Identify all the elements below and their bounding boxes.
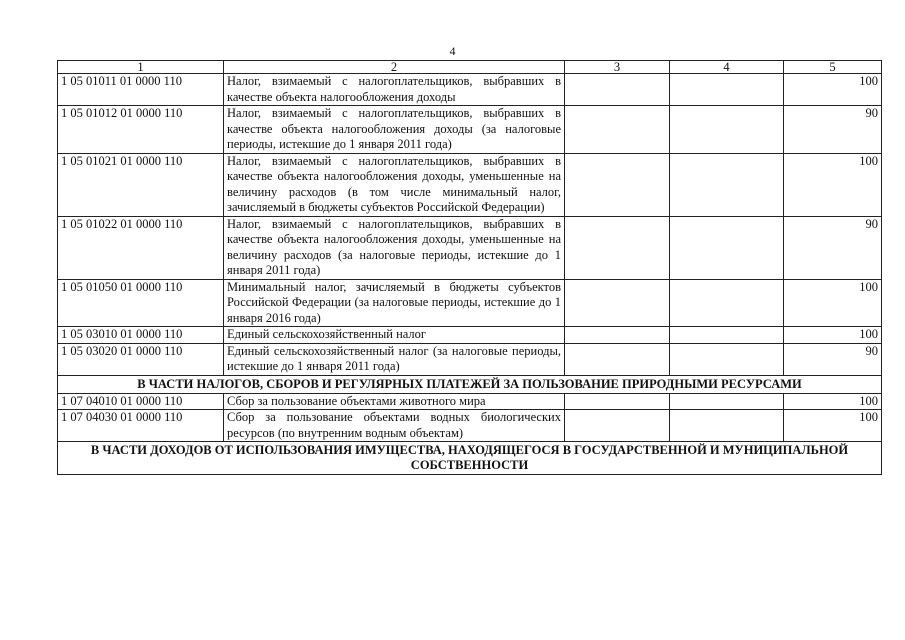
col-3-cell <box>565 343 670 375</box>
table-row <box>58 327 882 344</box>
col-4-cell <box>670 327 784 344</box>
section-heading: В ЧАСТИ НАЛОГОВ, СБОРОВ И РЕГУЛЯРНЫХ ПЛАТЕЖЕЙ ЗА ПОЛЬЗОВАНИЕ ПРИРОДНЫМИ РЕСУРСАМИ <box>58 375 882 393</box>
col-3-cell <box>565 153 670 216</box>
section-heading-row <box>58 375 882 393</box>
table-row <box>58 153 882 216</box>
revenue-name: Сбор за пользование объектами животного мира <box>224 393 565 410</box>
norm-value: 90 <box>784 343 882 375</box>
table-row <box>58 410 882 442</box>
table-row <box>58 279 882 327</box>
revenue-name: Налог, взимаемый с налогоплательщиков, выбравших в качестве объекта налогообложения доходы, уменьшенные на величину расходов (за налоговые периоды, истекшие до 1 января 2011 года) <box>224 216 565 279</box>
header-col-1: 1 <box>58 61 224 74</box>
revenue-name: Налог, взимаемый с налогоплательщиков, выбравших в качестве объекта налогообложения доходы (за налоговые периоды, истекшие до 1 января 2011 года) <box>224 106 565 154</box>
page-number: 4 <box>449 44 456 58</box>
norm-value: 100 <box>784 74 882 106</box>
budget-code: 1 05 03020 01 0000 110 <box>58 343 224 375</box>
header-col-4: 4 <box>670 61 784 74</box>
table-row <box>58 74 882 106</box>
budget-code: 1 07 04030 01 0000 110 <box>58 410 224 442</box>
budget-table <box>57 60 882 475</box>
budget-code: 1 07 04010 01 0000 110 <box>58 393 224 410</box>
header-col-2: 2 <box>224 61 565 74</box>
table-row <box>58 106 882 154</box>
col-3-cell <box>565 393 670 410</box>
revenue-name: Единый сельскохозяйственный налог (за налоговые периоды, истекшие до 1 января 2011 года) <box>224 343 565 375</box>
col-4-cell <box>670 106 784 154</box>
section-heading: В ЧАСТИ ДОХОДОВ ОТ ИСПОЛЬЗОВАНИЯ ИМУЩЕСТВА, НАХОДЯЩЕГОСЯ В ГОСУДАРСТВЕННОЙ И МУНИЦИПАЛЬНОЙ СОБСТВЕННОСТИ <box>58 442 882 475</box>
col-3-cell <box>565 74 670 106</box>
col-4-cell <box>670 343 784 375</box>
col-4-cell <box>670 410 784 442</box>
budget-code: 1 05 01012 01 0000 110 <box>58 106 224 154</box>
col-3-cell <box>565 327 670 344</box>
col-4-cell <box>670 279 784 327</box>
header-col-5: 5 <box>784 61 882 74</box>
budget-code: 1 05 01022 01 0000 110 <box>58 216 224 279</box>
budget-code: 1 05 01050 01 0000 110 <box>58 279 224 327</box>
budget-code: 1 05 01021 01 0000 110 <box>58 153 224 216</box>
table-row <box>58 216 882 279</box>
norm-value: 100 <box>784 393 882 410</box>
table-row <box>58 393 882 410</box>
col-3-cell <box>565 279 670 327</box>
budget-code: 1 05 03010 01 0000 110 <box>58 327 224 344</box>
col-4-cell <box>670 393 784 410</box>
revenue-name: Минимальный налог, зачисляемый в бюджеты субъектов Российской Федерации (за налоговые периоды, истекшие до 1 января 2016 года) <box>224 279 565 327</box>
norm-value: 100 <box>784 279 882 327</box>
revenue-name: Налог, взимаемый с налогоплательщиков, выбравших в качестве объекта налогообложения доходы, уменьшенные на величину расходов (в том числе минимальный налог, зачисляемый в бюджеты субъектов Российской Федерации) <box>224 153 565 216</box>
norm-value: 100 <box>784 153 882 216</box>
section-heading-row <box>58 442 882 475</box>
revenue-name: Сбор за пользование объектами водных биологических ресурсов (по внутренним водным объектам) <box>224 410 565 442</box>
norm-value: 100 <box>784 410 882 442</box>
col-4-cell <box>670 216 784 279</box>
col-3-cell <box>565 410 670 442</box>
header-row <box>58 61 882 74</box>
budget-code: 1 05 01011 01 0000 110 <box>58 74 224 106</box>
col-3-cell <box>565 216 670 279</box>
norm-value: 90 <box>784 216 882 279</box>
table-row <box>58 343 882 375</box>
revenue-name: Единый сельскохозяйственный налог <box>224 327 565 344</box>
header-col-3: 3 <box>565 61 670 74</box>
norm-value: 100 <box>784 327 882 344</box>
revenue-name: Налог, взимаемый с налогоплательщиков, выбравших в качестве объекта налогообложения доходы <box>224 74 565 106</box>
norm-value: 90 <box>784 106 882 154</box>
col-4-cell <box>670 74 784 106</box>
col-3-cell <box>565 106 670 154</box>
col-4-cell <box>670 153 784 216</box>
